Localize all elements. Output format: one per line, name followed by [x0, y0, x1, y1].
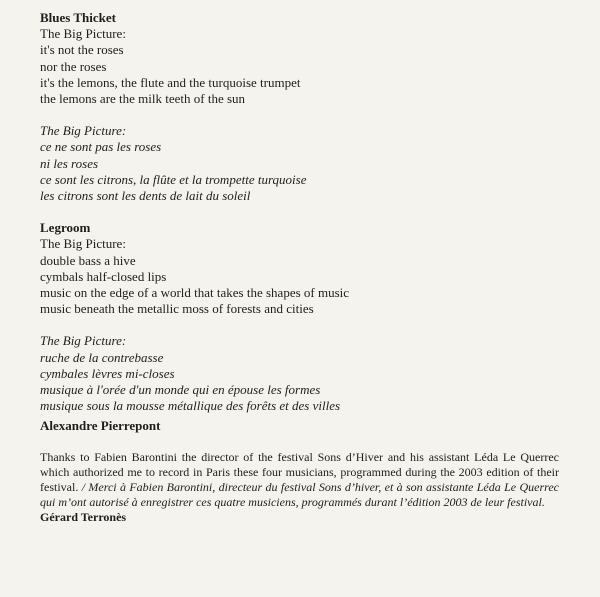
poem-line-french: ruche de la contrebasse: [40, 349, 164, 365]
poem-title: Legroom: [40, 220, 91, 236]
poem-blues-thicket: [40, 10, 560, 204]
poem-line-french: cymbales lèvres mi-closes: [40, 365, 175, 381]
acknowledgements-french: / Merci à Fabien Barontini, directeur du festival Sons d’hiver, et à son assistante Léda Le Querrec qui m’ont autorisé à enregistrer ces quatre musiciens, programmés durant l’édition 2003 de leur festival.: [40, 480, 559, 509]
poem-line-french: les citrons sont les dents de lait du soleil: [40, 188, 251, 204]
poem-line: cymbals half-closed lips: [40, 268, 167, 284]
poem-line-french: The Big Picture:: [40, 333, 127, 349]
poem-line-french: musique à l'orée d'un monde qui en épouse les formes: [40, 382, 321, 398]
poem-legroom: [40, 220, 560, 414]
poem-line-french: ni les roses: [40, 155, 99, 171]
author-name: Alexandre Pierrepont: [40, 418, 161, 434]
acknowledgements: [40, 450, 559, 509]
signature: Gérard Terronès: [40, 509, 127, 524]
poem-line: The Big Picture:: [40, 26, 126, 42]
poem-line: it's the lemons, the flute and the turquoise trumpet: [40, 74, 301, 90]
poem-line-french: musique sous la mousse métallique des forêts et des villes: [40, 398, 341, 414]
poem-title: Blues Thicket: [40, 10, 116, 25]
poem-line: music beneath the metallic moss of forests and cities: [40, 301, 314, 317]
poem-line-french: ce ne sont pas les roses: [40, 139, 162, 155]
acknowledgements-english: Thanks to Fabien Barontini the director of the festival Sons d’Hiver and his assistant Léda Le Querrec which authorized me to record in Paris these four musicians, programmed during the 2003 edition of their festival.: [40, 450, 559, 495]
poem-line: double bass a hive: [40, 252, 136, 268]
poem-line-french: ce sont les citrons, la flûte et la trompette turquoise: [40, 171, 307, 187]
poem-line: the lemons are the milk teeth of the sun: [40, 91, 246, 107]
poem-line: it's not the roses: [40, 42, 124, 58]
poem-line: music on the edge of a world that takes the shapes of music: [40, 285, 350, 301]
poem-line-french: The Big Picture:: [40, 123, 127, 139]
poem-line: nor the roses: [40, 58, 107, 74]
poem-line: The Big Picture:: [40, 236, 126, 252]
